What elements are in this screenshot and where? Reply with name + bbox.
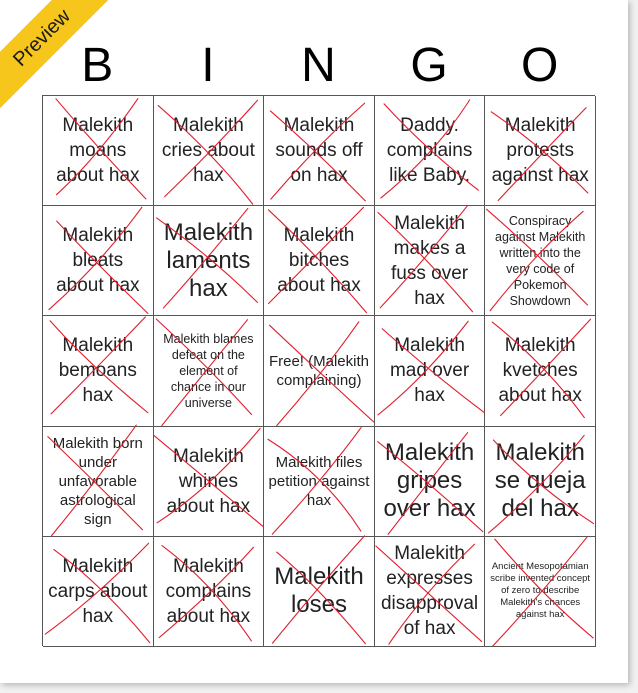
bingo-cell-text: Malekith bleats about hax [56,225,140,297]
bingo-header [42,38,595,94]
bingo-cell[interactable] [485,427,596,537]
bingo-cell[interactable] [485,537,596,647]
bingo-cell-text: Malekith laments hax [163,218,254,302]
bingo-cell[interactable] [264,316,375,426]
bingo-cell[interactable] [43,427,154,537]
bingo-cell-text: Conspiracy against Malekith written into the very code of Pokemon Showdown [495,213,586,308]
bingo-cell[interactable] [375,206,486,316]
bingo-cell[interactable] [375,316,486,426]
bingo-cell-text: Malekith gripes over hax [383,439,476,523]
header-letter-g: G [410,39,448,92]
bingo-cell[interactable] [264,206,375,316]
bingo-cell-text: Malekith moans about hax [56,115,140,187]
bingo-cell-text: Malekith makes a fuss over hax [391,212,469,309]
bingo-cell[interactable] [375,427,486,537]
preview-label: Preview [8,4,75,71]
bingo-cell[interactable] [375,96,486,206]
bingo-cell-text: Malekith mad over hax [389,335,470,407]
bingo-cell-text: Malekith carps about hax [48,555,148,627]
bingo-cell-text: Malekith born under unfavorable astrological sign [52,434,143,528]
bingo-cell-text: Ancient Mesopotamian scribe invented concept of zero to describe Malekith's chances against hax [490,561,591,621]
bingo-cell[interactable] [264,427,375,537]
bingo-cell-text: Malekith blames defeat on the element of chance in our universe [163,331,254,410]
bingo-cell-text: Malekith se queja del hax [494,439,586,523]
bingo-cell-text: Malekith protests against hax [491,115,589,187]
bingo-cell[interactable] [375,537,486,647]
bingo-cell[interactable] [154,537,265,647]
bingo-cell-text: Malekith complains about hax [165,555,252,627]
header-letter-b: B [81,39,114,92]
bingo-cell-text: Malekith bemoans hax [58,335,137,407]
bingo-cell[interactable] [154,316,265,426]
header-letter-n: N [301,39,336,92]
bingo-cell[interactable] [485,206,596,316]
bingo-cell-text: Malekith cries about hax [161,115,255,187]
bingo-cell[interactable] [485,316,596,426]
bingo-cell[interactable] [43,96,154,206]
bingo-cell[interactable] [43,316,154,426]
bingo-grid [42,95,595,646]
header-letter-o: O [521,39,559,92]
bingo-cell[interactable] [264,96,375,206]
bingo-cell[interactable] [154,427,265,537]
bingo-cell-text: Malekith whines about hax [166,445,251,517]
bingo-cell-text: Malekith expresses disapproval of hax [380,543,479,640]
bingo-cell[interactable] [154,206,265,316]
bingo-cell-text: Daddy. complains like Baby. [386,115,473,187]
header-letter-i: I [201,39,215,92]
bingo-cell[interactable] [154,96,265,206]
bingo-cell-text: Malekith bitches about hax [277,225,361,297]
bingo-cell[interactable] [43,537,154,647]
bingo-cell-text: Malekith sounds off on hax [275,115,363,187]
bingo-cell[interactable] [43,206,154,316]
bingo-cell-text: Malekith kvetches about hax [498,335,582,407]
bingo-cell-text: Malekith loses [274,563,364,619]
bingo-cell-text: Malekith files petition against hax [268,453,370,509]
bingo-cell[interactable] [264,537,375,647]
bingo-cell-text: Free! (Malekith complaining) [268,352,369,389]
bingo-cell[interactable] [485,96,596,206]
